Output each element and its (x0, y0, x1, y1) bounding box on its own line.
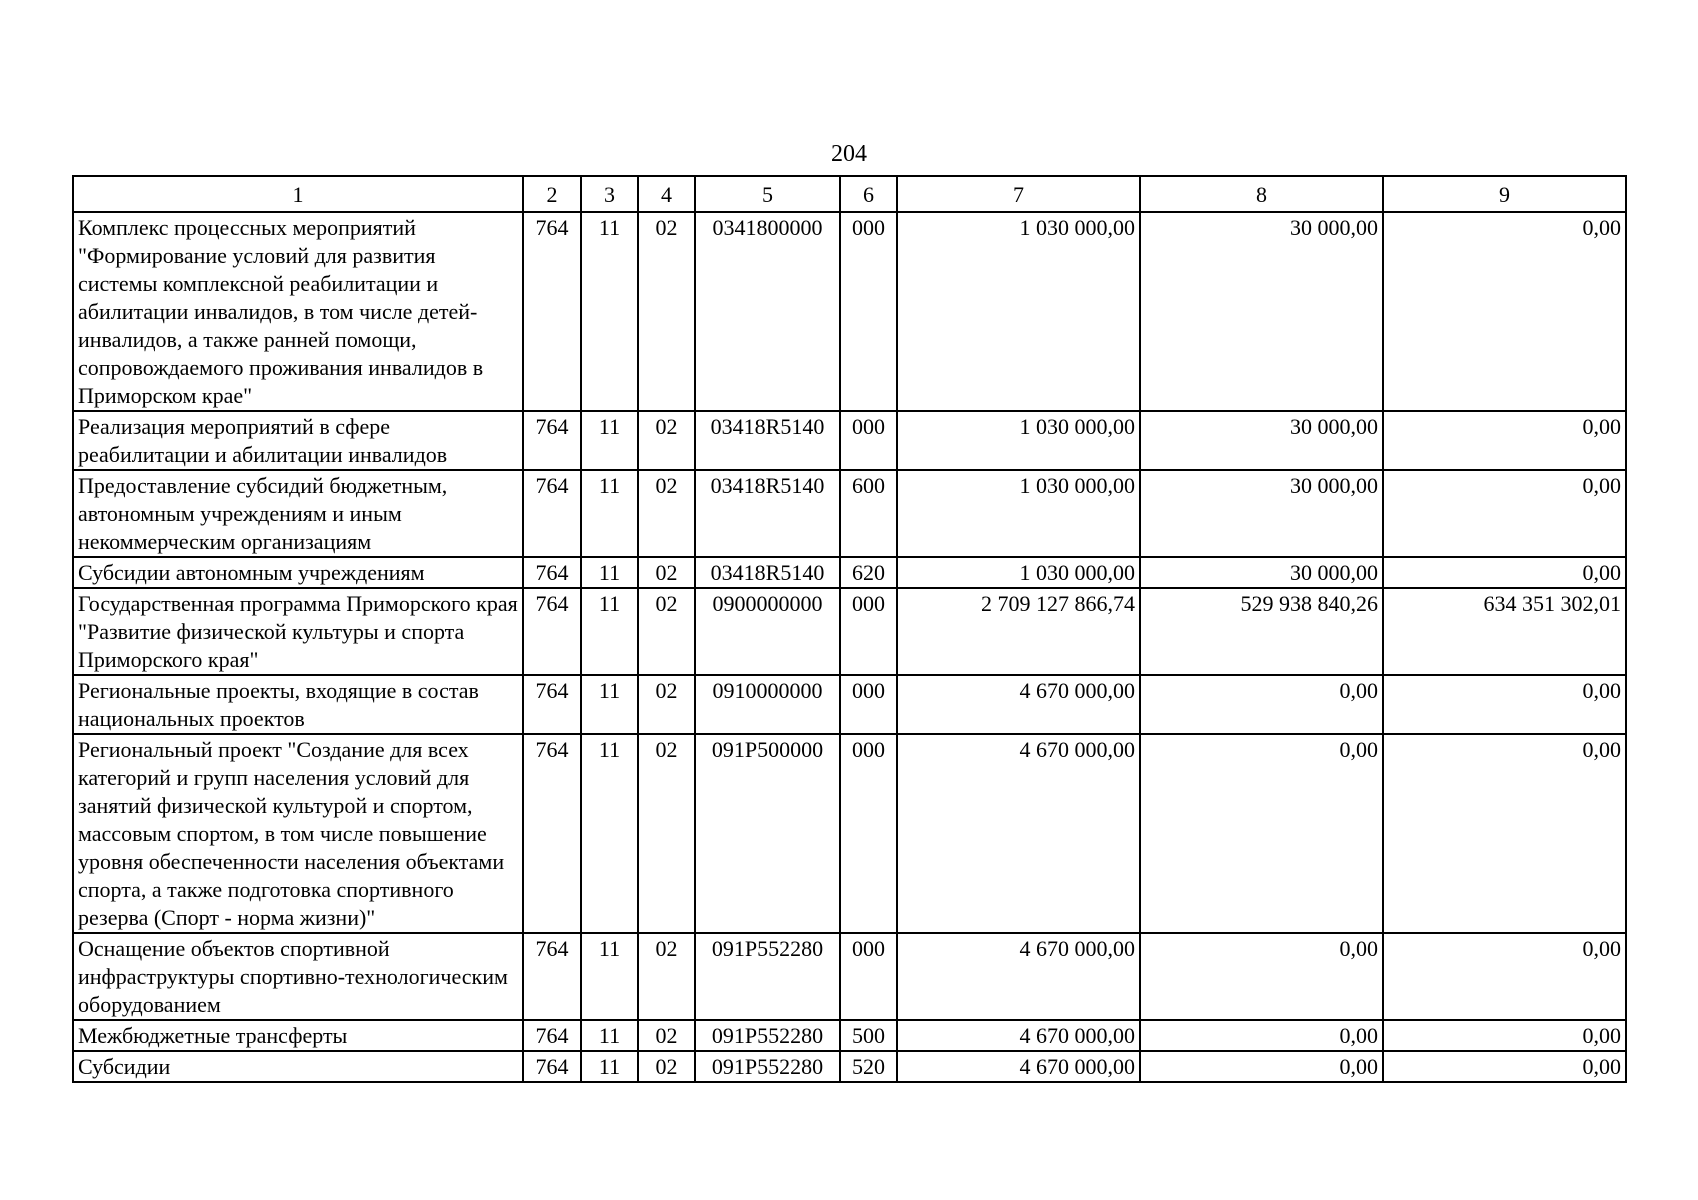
table-row (73, 734, 1626, 933)
table-row (73, 1020, 1626, 1051)
row-amount-7: 1 030 000,00 (897, 470, 1140, 557)
row-amount-9: 0,00 (1383, 675, 1626, 734)
row-col-2: 764 (523, 933, 581, 1020)
row-col-4: 02 (638, 675, 695, 734)
row-name: Региональный проект "Создание для всех категорий и групп населения условий для занятий физической культурой и спортом, массовым спортом, в том числе повышение уровня обеспеченности населения объектами спорта, а также подготовка спортивного резерва (Спорт - норма жизни)" (73, 734, 523, 933)
row-amount-7: 4 670 000,00 (897, 1020, 1140, 1051)
row-amount-9: 0,00 (1383, 557, 1626, 588)
row-col-5: 091P552280 (695, 933, 840, 1020)
row-name: Реализация мероприятий в сфере реабилитации и абилитации инвалидов (73, 411, 523, 470)
row-col-5: 03418R5140 (695, 470, 840, 557)
row-col-5: 03418R5140 (695, 557, 840, 588)
row-col-3: 11 (581, 1051, 638, 1082)
header-cell-1: 1 (73, 176, 523, 212)
table-row (73, 1051, 1626, 1082)
row-name: Субсидии (73, 1051, 523, 1082)
row-col-6: 000 (840, 212, 897, 411)
row-col-4: 02 (638, 470, 695, 557)
row-amount-8: 529 938 840,26 (1140, 588, 1383, 675)
row-col-2: 764 (523, 470, 581, 557)
header-cell-6: 6 (840, 176, 897, 212)
row-col-2: 764 (523, 1051, 581, 1082)
row-col-2: 764 (523, 1020, 581, 1051)
row-col-3: 11 (581, 675, 638, 734)
row-col-3: 11 (581, 734, 638, 933)
row-amount-7: 4 670 000,00 (897, 933, 1140, 1020)
header-cell-3: 3 (581, 176, 638, 212)
row-amount-8: 0,00 (1140, 675, 1383, 734)
row-amount-9: 634 351 302,01 (1383, 588, 1626, 675)
row-col-2: 764 (523, 675, 581, 734)
row-col-5: 0910000000 (695, 675, 840, 734)
row-col-4: 02 (638, 212, 695, 411)
row-name: Государственная программа Приморского края "Развитие физической культуры и спорта Приморского края" (73, 588, 523, 675)
row-name: Оснащение объектов спортивной инфраструктуры спортивно-технологическим оборудованием (73, 933, 523, 1020)
row-amount-7: 4 670 000,00 (897, 675, 1140, 734)
row-amount-9: 0,00 (1383, 1020, 1626, 1051)
row-col-4: 02 (638, 1051, 695, 1082)
row-col-5: 03418R5140 (695, 411, 840, 470)
row-col-6: 000 (840, 933, 897, 1020)
row-col-2: 764 (523, 588, 581, 675)
row-amount-9: 0,00 (1383, 411, 1626, 470)
row-col-6: 520 (840, 1051, 897, 1082)
row-col-6: 000 (840, 411, 897, 470)
row-amount-7: 1 030 000,00 (897, 557, 1140, 588)
row-col-5: 0900000000 (695, 588, 840, 675)
row-amount-7: 4 670 000,00 (897, 734, 1140, 933)
row-col-4: 02 (638, 933, 695, 1020)
row-name: Региональные проекты, входящие в состав национальных проектов (73, 675, 523, 734)
header-cell-5: 5 (695, 176, 840, 212)
row-col-3: 11 (581, 1020, 638, 1051)
row-amount-8: 30 000,00 (1140, 212, 1383, 411)
header-cell-7: 7 (897, 176, 1140, 212)
header-cell-8: 8 (1140, 176, 1383, 212)
row-col-4: 02 (638, 411, 695, 470)
table-row (73, 212, 1626, 411)
row-amount-9: 0,00 (1383, 212, 1626, 411)
row-col-4: 02 (638, 557, 695, 588)
budget-table (72, 175, 1627, 1083)
header-cell-9: 9 (1383, 176, 1626, 212)
header-row (73, 176, 1626, 212)
row-amount-8: 30 000,00 (1140, 411, 1383, 470)
table-row (73, 470, 1626, 557)
row-col-3: 11 (581, 588, 638, 675)
row-col-6: 620 (840, 557, 897, 588)
row-amount-8: 0,00 (1140, 1020, 1383, 1051)
page-number: 204 (831, 141, 867, 167)
row-col-2: 764 (523, 411, 581, 470)
row-col-6: 000 (840, 588, 897, 675)
row-amount-9: 0,00 (1383, 470, 1626, 557)
row-amount-8: 0,00 (1140, 1051, 1383, 1082)
row-amount-7: 4 670 000,00 (897, 1051, 1140, 1082)
row-amount-9: 0,00 (1383, 1051, 1626, 1082)
row-amount-8: 30 000,00 (1140, 557, 1383, 588)
row-amount-8: 0,00 (1140, 933, 1383, 1020)
row-amount-8: 0,00 (1140, 734, 1383, 933)
row-col-6: 000 (840, 734, 897, 933)
row-name: Предоставление субсидий бюджетным, автономным учреждениям и иным некоммерческим организациям (73, 470, 523, 557)
row-amount-7: 1 030 000,00 (897, 411, 1140, 470)
header-cell-4: 4 (638, 176, 695, 212)
row-col-3: 11 (581, 470, 638, 557)
row-amount-7: 1 030 000,00 (897, 212, 1140, 411)
table-row (73, 933, 1626, 1020)
row-col-4: 02 (638, 588, 695, 675)
row-col-4: 02 (638, 734, 695, 933)
row-amount-8: 30 000,00 (1140, 470, 1383, 557)
row-amount-9: 0,00 (1383, 734, 1626, 933)
table-row (73, 588, 1626, 675)
row-col-5: 091P500000 (695, 734, 840, 933)
row-col-5: 0341800000 (695, 212, 840, 411)
row-col-3: 11 (581, 557, 638, 588)
table-row (73, 411, 1626, 470)
row-name: Комплекс процессных мероприятий "Формирование условий для развития системы комплексной реабилитации и абилитации инвалидов, в том числе детей-инвалидов, а также ранней помощи, сопровождаемого проживания инвалидов в Приморском крае" (73, 212, 523, 411)
row-col-3: 11 (581, 212, 638, 411)
row-name: Межбюджетные трансферты (73, 1020, 523, 1051)
row-col-5: 091P552280 (695, 1051, 840, 1082)
row-amount-7: 2 709 127 866,74 (897, 588, 1140, 675)
row-col-3: 11 (581, 411, 638, 470)
row-col-2: 764 (523, 212, 581, 411)
row-col-6: 500 (840, 1020, 897, 1051)
row-col-4: 02 (638, 1020, 695, 1051)
table-row (73, 675, 1626, 734)
row-name: Субсидии автономным учреждениям (73, 557, 523, 588)
table-row (73, 557, 1626, 588)
row-col-2: 764 (523, 734, 581, 933)
header-cell-2: 2 (523, 176, 581, 212)
row-col-6: 000 (840, 675, 897, 734)
row-col-2: 764 (523, 557, 581, 588)
row-col-5: 091P552280 (695, 1020, 840, 1051)
row-amount-9: 0,00 (1383, 933, 1626, 1020)
row-col-6: 600 (840, 470, 897, 557)
row-col-3: 11 (581, 933, 638, 1020)
